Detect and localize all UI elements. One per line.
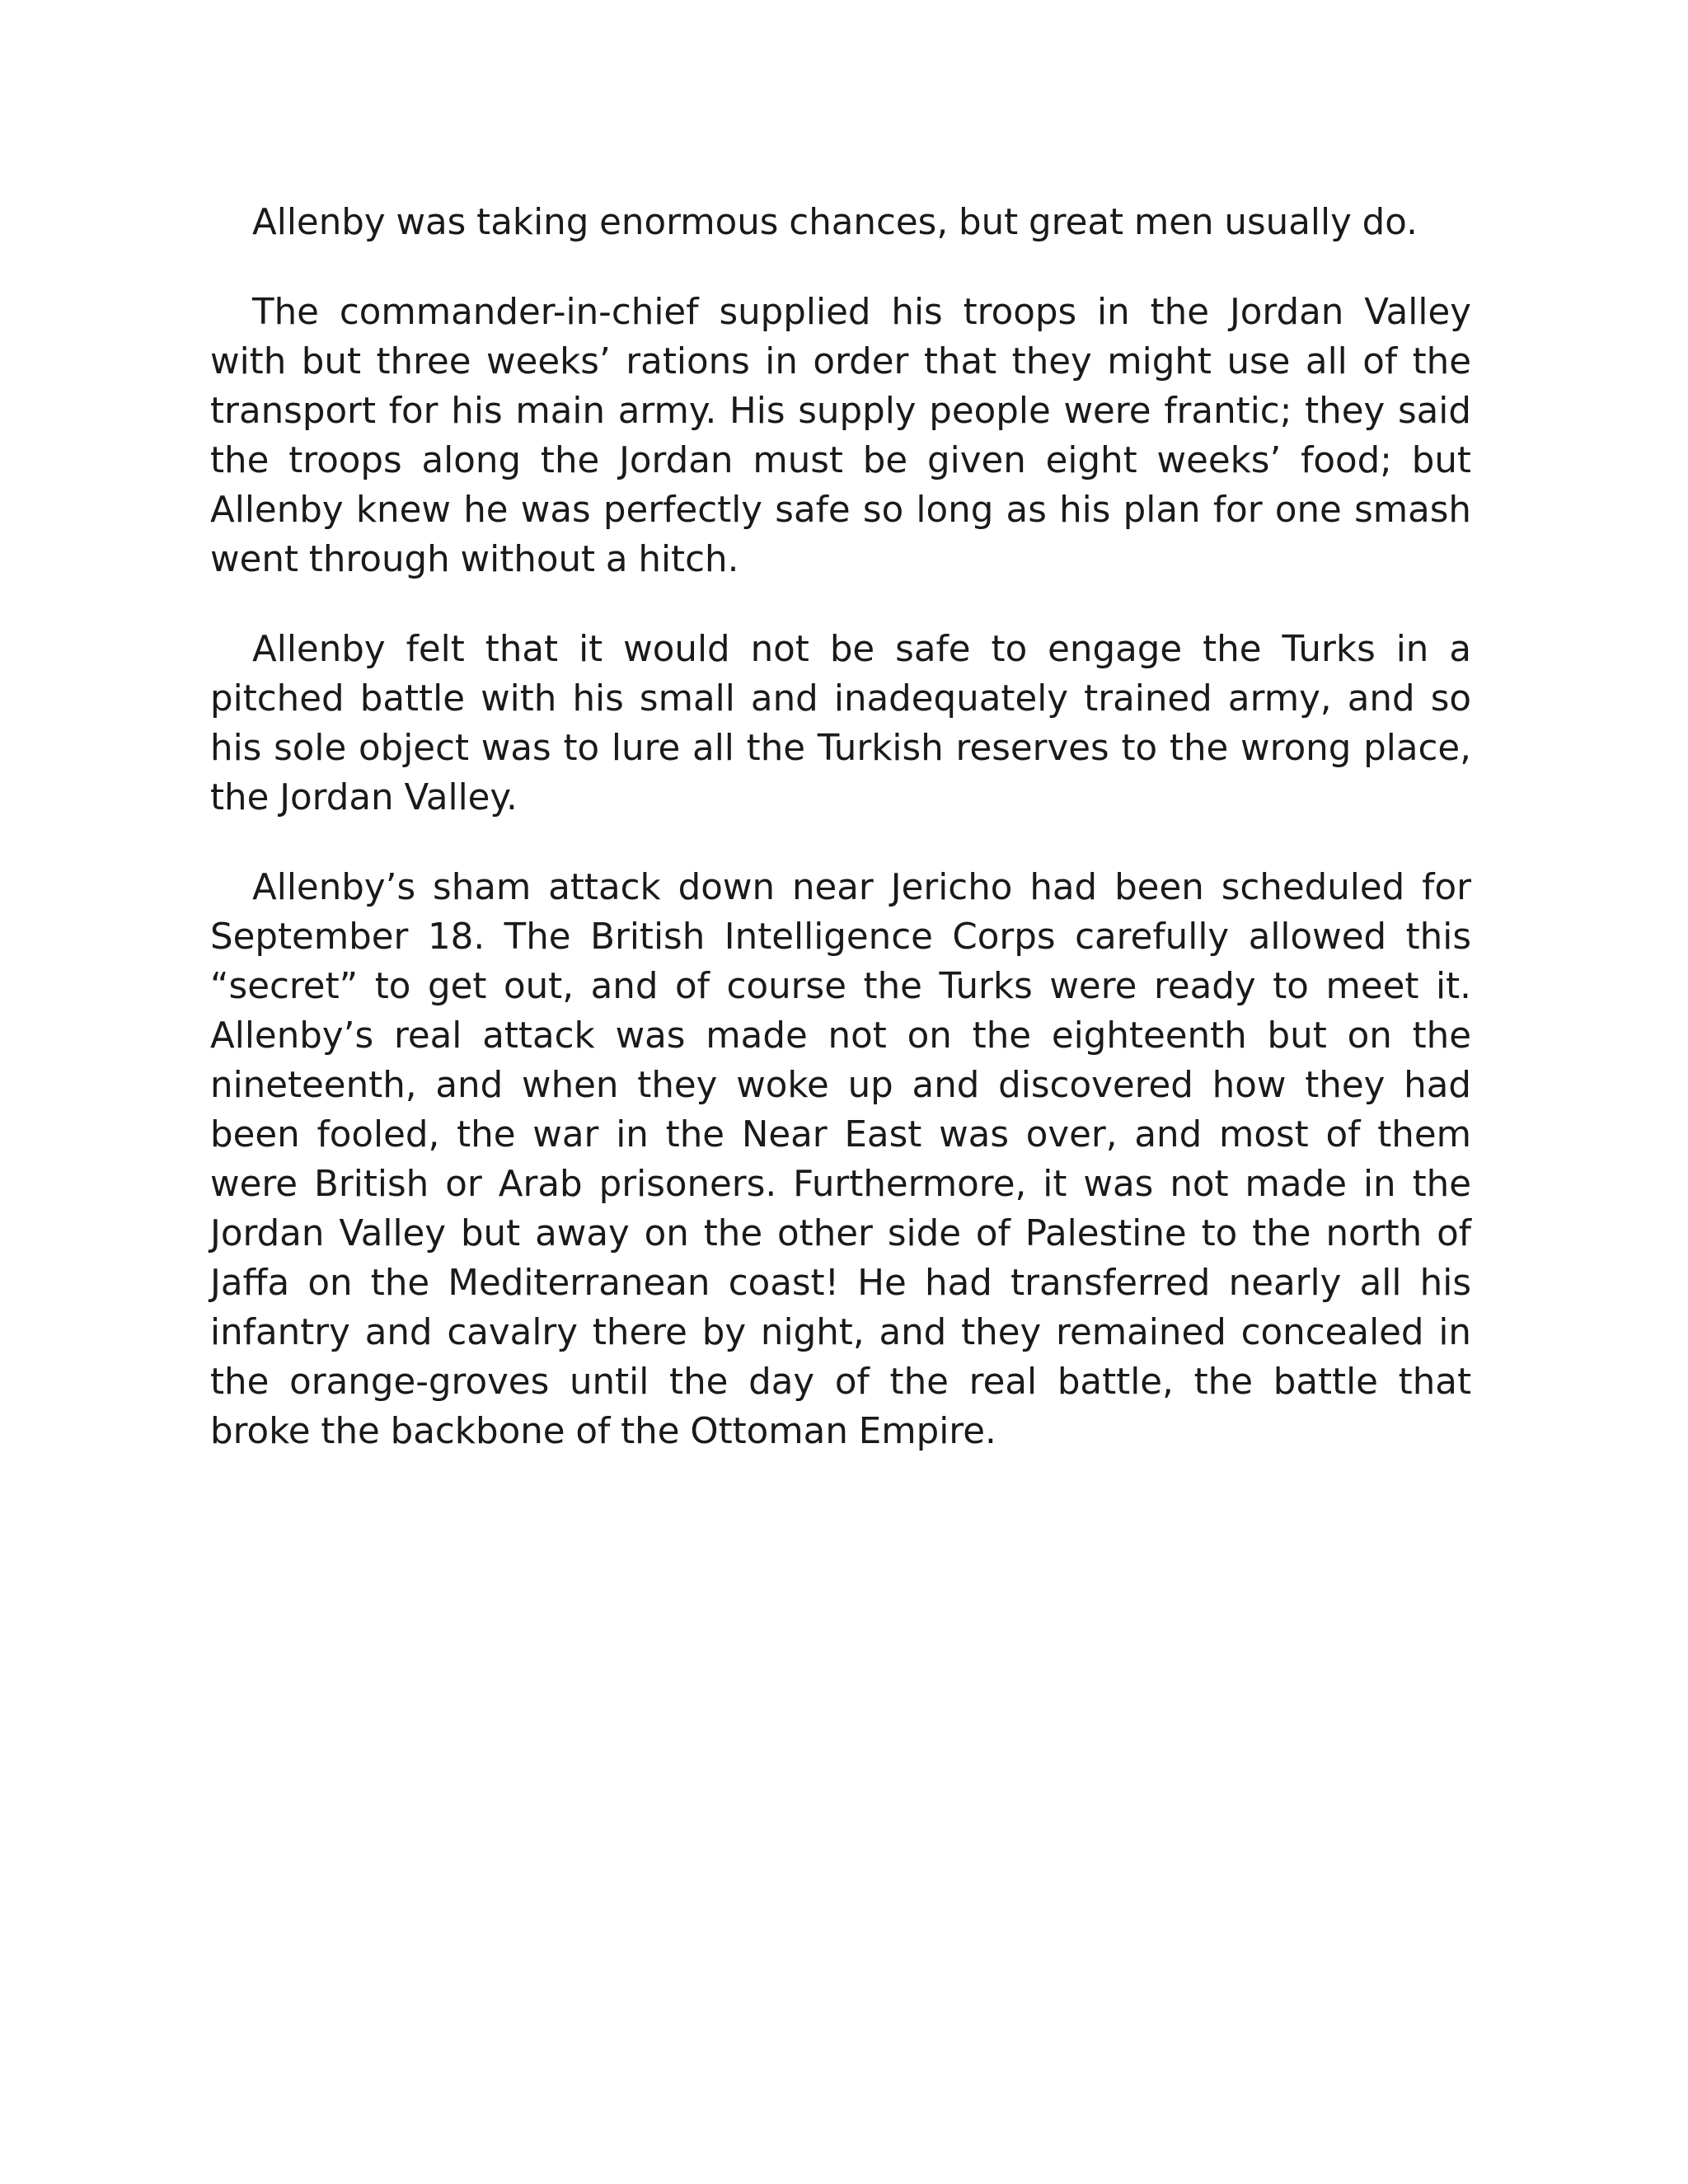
paragraph-2: The commander-in-chief supplied his troops in the Jordan Valley with but three weeks’ rations in order that they might use all of the transport for his main army. His supply people were frantic; they said the troops along the Jordan must be given eight weeks’ food; but Allenby knew he was perfectly safe so long as his plan for one smash went through without a hitch. xyxy=(210,292,1471,580)
paragraph-3: Allenby felt that it would not be safe to engage the Turks in a pitched battle with his small and inadequately trained army, and so his sole object was to lure all the Turkish reserves to the wrong place, the Jordan Valley. xyxy=(210,629,1471,818)
document-page xyxy=(210,198,1471,1456)
paragraph-4: Allenby’s sham attack down near Jericho had been scheduled for September 18. The British Intelligence Corps carefully allowed this “secret” to get out, and of course the Turks were ready to meet it. Allenby’s real attack was made not on the eighteenth but on the nineteenth, and when they woke up and discovered how they had been fooled, the war in the Near East was over, and most of them were British or Arab prisoners. Furthermore, it was not made in the Jordan Valley but away on the other side of Palestine to the north of Jaffa on the Mediterranean coast! He had transferred nearly all his infantry and cavalry there by night, and they remained concealed in the orange-groves until the day of the real battle, the battle that broke the backbone of the Ottoman Empire. xyxy=(210,867,1471,1452)
paragraph-1: Allenby was taking enormous chances, but great men usually do. xyxy=(252,202,1418,243)
